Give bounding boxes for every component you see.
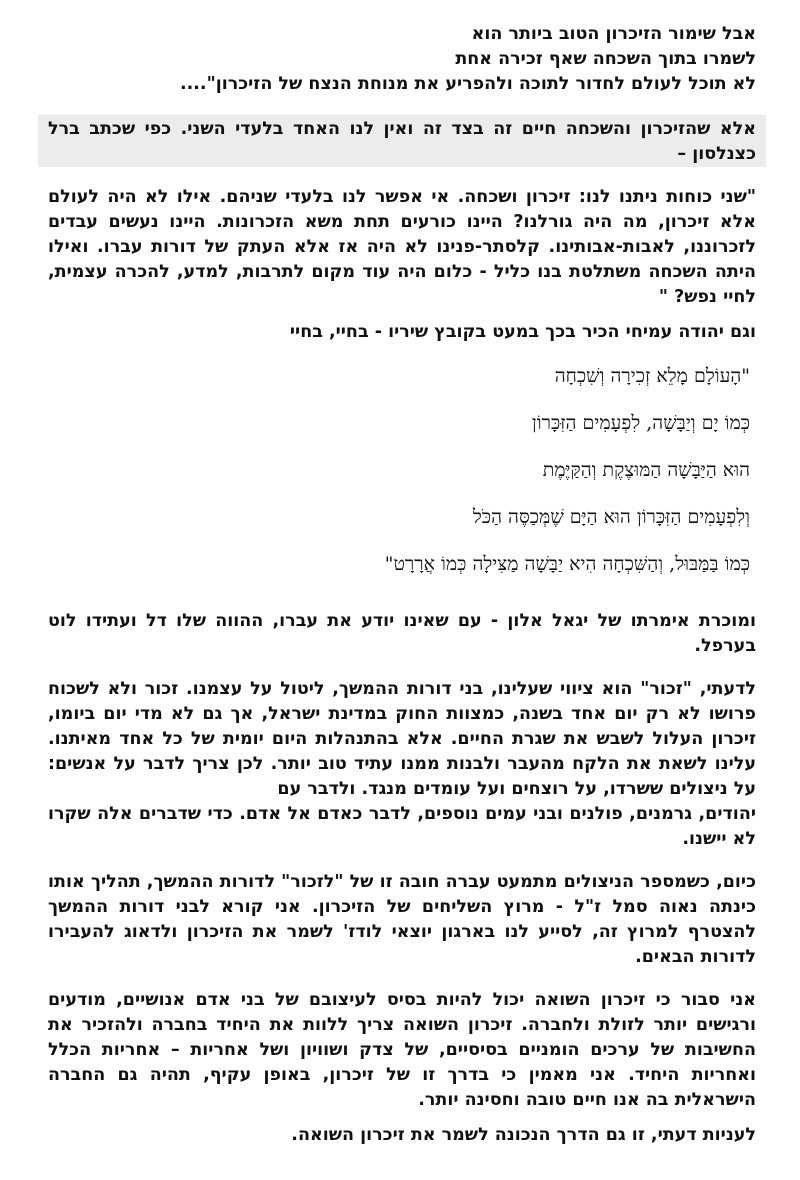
amichai-intro: וגם יהודה עמיחי הכיר בכך במעט בקובץ שיריו - בחיי, בחיי (289, 322, 756, 342)
highlighted-passage (38, 115, 766, 167)
intro-line-3: לא תוכל לעולם לחדור לתוכה ולהפריע את מנוחת הנצח של הזיכרון".... (179, 74, 756, 94)
intro-line-2: לשמרו בתוך השכחה שאף זכירה אחת (455, 49, 756, 69)
document-page (48, 22, 756, 1148)
poem-line-2: כְּמוֹ יָם וְיַבָּשָׁה, לִפְעָמִים הַזִּכָּרוֹן (531, 412, 750, 434)
closing-line: לעניות דעתי, זו גם הדרך הנכונה לשמר את זיכרון השואה. (291, 1125, 756, 1145)
alon-paragraph: ומוכרת אימרתו של יגאל אלון - עם שאינו יודע את עברו, ההווה שלו דל ועתידו לוט בערפל. (48, 611, 756, 656)
zachor-paragraph-continued: יהודים, גרמנים, פולנים ובני עמים נוספים, לדבר כאדם אל אדם. כדי שדברים אלה שקרו לא יישנו. (48, 804, 756, 849)
zachor-paragraph: לדעתי, "זכור" הוא ציווי שעלינו, בני דורות ההמשך, ליטול על עצמנו. זכור ולא לשכוח פרושו לא רק יום אחד בשנה, כמצוות החוק במדינת ישראל, אך גם לא מדי יום ביומו, זיכרון העלול לשבש את שגרת החיים. אלא בהתנהלות היום יומית של כל אחד מאיתנו. עלינו לשאת את הלקח מהעבר ולבנות ממנו עתיד טוב יותר. לכן צריך לדבר על אנשים: על ניצולים ששרדו, על רוצחים ועל עומדים מנגד. ולדבר עם (48, 679, 756, 799)
poem-line-4: וְלִפְעָמִים הַזִּכָּרוֹן הוּא הַיָּם שֶׁמְּכַסֶּה הַכֹּל (472, 506, 750, 528)
katznelson-quote: "שני כוחות ניתנו לנו: זיכרון ושכחה. אי אפשר לנו בלעדי שניהם. אילו לא היה לעולם אלא זיכרון, מה היה גורלנו? היינו כורעים תחת משא הזכרונות. היינו נעשים עבדים לזכרוננו, לאבות-אבותינו. קלסתר-פנינו לא היה אז אלא העתק של דורות עברו. ואילו היתה השכחה משתלטת בנו כליל - כלום היה עוד מקום לתרבות, למדע, להכרה עצמית, לחיי נפש? " (48, 187, 756, 307)
amichai-poem (48, 363, 750, 577)
intro-line-1: אבל שימור הזיכרון הטוב ביותר הוא (471, 24, 756, 44)
poem-line-1: "הָעוֹלָם מָלֵא זְכִירָה וְשִׁכְחָה (554, 365, 750, 387)
poem-line-5: כְּמוֹ בַּמַּבּוּל, וְהַשִּׁכְחָה הִיא יַבָּשָׁה מַצִּילָה כְּמוֹ אֲרָרָט" (384, 553, 750, 575)
today-paragraph: כיום, כשמספר הניצולים מתמעט עברה חובה זו של "לזכור" לדורות ההמשך, תהליך אותו כינתה נאוה סמל ז"ל - מרוץ השליחים של הזיכרון. אני קורא לבני דורות ההמשך להצטרף למרוץ זה, לסייע לנו בארגון יוצאי לודז' לשמר את הזיכרון ולדאוג להעבירו לדורות הבאים. (48, 872, 756, 967)
poem-line-3: הוּא הַיַּבָּשָׁה הַמּוּצֶקֶת וְהַקַּיֶּמֶת (542, 459, 750, 481)
intro-paragraph-katznelson: אלא שהזיכרון והשכחה חיים זה בצד זה ואין לנו האחד בלעדי השני. כפי שכתב ברל כצנלסון – (48, 119, 756, 164)
belief-paragraph: אני סבור כי זיכרון השואה יכול להיות בסיס לעיצובם של בני אדם אנושיים, מודעים ורגישים יותר לזולת ולחברה. זיכרון השואה צריך ללוות את היחיד בחברה ולהזכיר את החשיבות של ערכים הומניים בסיסיים, של צדק ושוויון ושל אחריות – אחריות הכלל ואחריות היחיד. אני מאמין כי בדרך זו של זיכרון, באופן עקיף, תהיה גם החברה הישראלית בה אנו חיים טובה וחסינה יותר. (48, 990, 756, 1110)
